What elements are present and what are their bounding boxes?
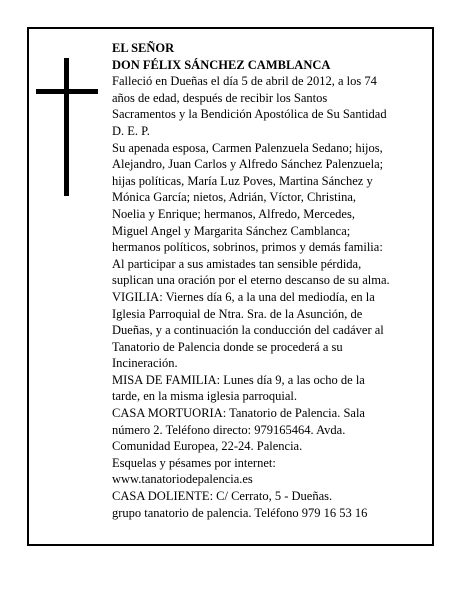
body-line: CASA MORTUORIA: Tanatorio de Palencia. Sala [112,406,365,421]
body-line: Alejandro, Juan Carlos y Alfredo Sánchez Palenzuela; [112,157,384,172]
body-line: hermanos políticos, sobrinos, primos y demás familia: [112,240,383,255]
heading-title: EL SEÑOR [112,41,175,55]
deceased-name: DON FÉLIX SÁNCHEZ CAMBLANCA [112,57,331,72]
body-line: años de edad, después de recibir los Santos [112,90,328,105]
body-line: MISA DE FAMILIA: Lunes día 9, a las ocho de la [112,372,365,387]
body-line: Esquelas y pésames por internet: [112,455,276,470]
cross-icon [64,58,69,196]
body-line: suplican una oración por el eterno descanso de su alma. [112,273,390,288]
body-line: tarde, en la misma iglesia parroquial. [112,389,298,404]
body-line: Tanatorio de Palencia donde se procederá a su [112,339,343,354]
body-line: Miguel Angel y Margarita Sánchez Camblanca; [112,223,351,238]
body-line: número 2. Teléfono directo: 979165464. Avda. [112,422,346,437]
body-line: CASA DOLIENTE: C/ Cerrato, 5 - Dueñas. [112,489,333,504]
body-line: Dueñas, y a continuación la conducción del cadáver al [112,323,384,338]
body-line: hijas políticas, María Luz Poves, Martina Sánchez y [112,173,373,188]
body-line: Sacramentos y la Bendición Apostólica de Su Santidad [112,107,387,122]
website-line: www.tanatoriodepalencia.es [112,472,253,487]
body-line: Mónica García; nietos, Adrián, Víctor, Christina, [112,190,357,205]
body-line: VIGILIA: Viernes día 6, a la una del mediodía, en la [112,289,375,304]
obituary-text [112,40,412,521]
body-line: D. E. P. [112,123,150,138]
body-line: grupo tanatorio de palencia. Teléfono 979 16 53 16 [112,505,368,520]
body-line: Incineración. [112,356,178,371]
body-line: Iglesia Parroquial de Ntra. Sra. de la Asunción, de [112,306,363,321]
body-line: Al participar a sus amistades tan sensible pérdida, [112,256,362,271]
body-line: Noelia y Enrique; hermanos, Alfredo, Mercedes, [112,206,355,221]
cross-icon-crossbar [36,89,98,94]
body-line: Comunidad Europea, 22-24. Palencia. [112,439,303,454]
body-line: Falleció en Dueñas el día 5 de abril de 2012, a los 74 [112,74,377,89]
body-line: Su apenada esposa, Carmen Palenzuela Sedano; hijos, [112,140,383,155]
